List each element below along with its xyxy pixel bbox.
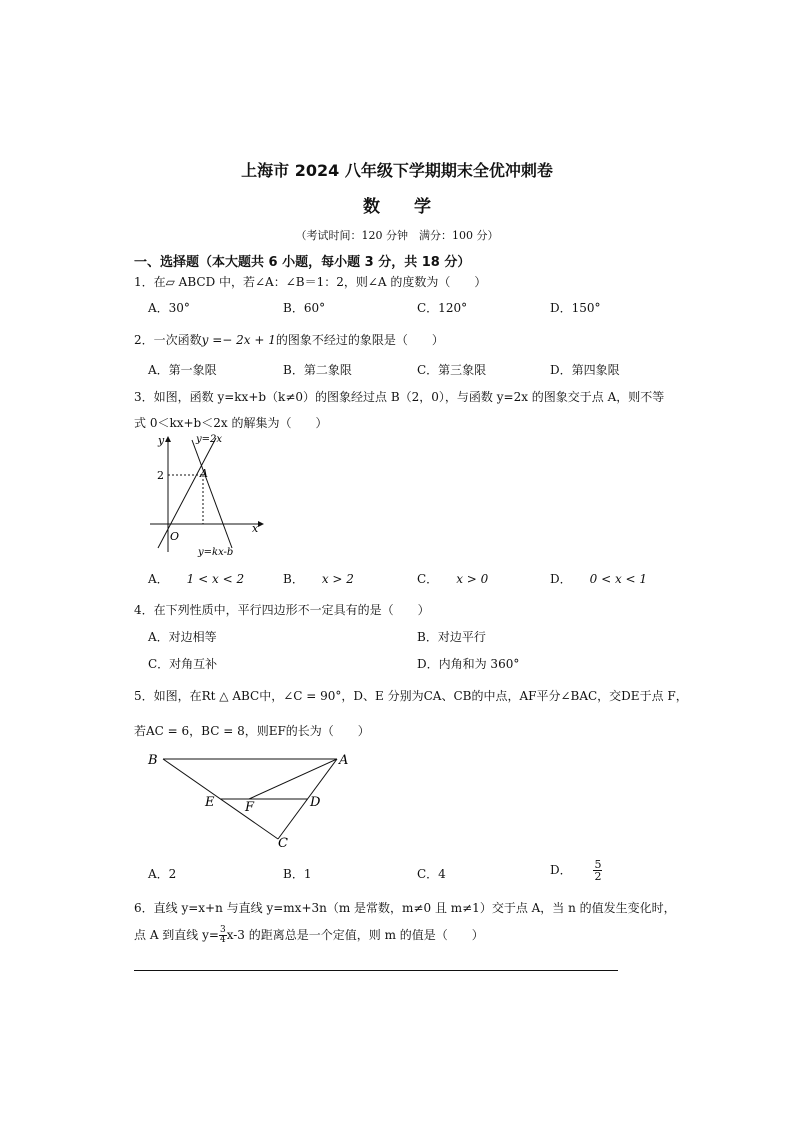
q5-label-d: D <box>310 795 321 810</box>
q3-label-x: x <box>252 522 259 535</box>
section-heading: 一、选择题（本大题共 6 小题，每小题 3 分，共 18 分） <box>134 255 471 270</box>
q1-option-d: D．150° <box>550 301 601 315</box>
q3-option-a <box>148 570 244 587</box>
q3-label-y: y <box>158 434 165 447</box>
q3-option-c-letter: C． <box>417 572 439 586</box>
question-6-line-2 <box>134 926 484 945</box>
q5-option-a: A．2 <box>148 867 177 881</box>
q5-fraction-denominator: 2 <box>594 870 602 883</box>
q3-graph-figure <box>140 428 270 560</box>
q3-option-d <box>550 570 647 587</box>
exam-info: （考试时间：120 分钟 满分：100 分） <box>295 229 499 242</box>
q4-option-c: C．对角互补 <box>148 657 218 671</box>
q5-option-d <box>550 859 602 882</box>
q5-option-b: B．1 <box>283 867 312 881</box>
q3-option-c <box>417 570 488 587</box>
q5-label-f: F <box>245 800 255 815</box>
q3-label-2: 2 <box>157 469 164 482</box>
q3-option-d-math: 0 < x < 1 <box>589 572 648 586</box>
question-4-stem: 4．在下列性质中，平行四边形不一定具有的是（ ） <box>134 603 430 617</box>
q3-option-b-math: x > 2 <box>321 572 354 586</box>
q2-equation: y =− 2x + 1 <box>201 333 276 347</box>
q6-line-2-suffix: x-3 的距离总是一个定值，则 m 的值是（ ） <box>226 928 484 942</box>
q6-fraction-numerator: 3 <box>219 925 226 935</box>
q3-option-b <box>283 570 354 587</box>
question-2-stem <box>134 331 444 348</box>
q6-fraction <box>219 926 227 945</box>
q3-option-c-math: x > 0 <box>456 572 489 586</box>
q3-x-arrow-icon <box>258 521 264 527</box>
q2-option-a: A．第一象限 <box>148 363 217 377</box>
q4-option-a: A．对边相等 <box>148 630 217 644</box>
q6-fraction-denominator: 4 <box>219 935 226 945</box>
q5-segment-af <box>249 759 337 799</box>
q5-option-d-letter: D． <box>550 863 572 877</box>
q5-label-e: E <box>205 795 215 810</box>
q3-option-b-letter: B． <box>283 572 304 586</box>
q4-option-b: B．对边平行 <box>417 630 486 644</box>
q3-y-arrow-icon <box>165 436 171 442</box>
question-1-stem: 1．在▱ ABCD 中，若∠A：∠B＝1：2，则∠A 的度数为（ ） <box>134 275 487 289</box>
question-3-line-2: 式 0＜kx+b＜2x 的解集为（ ） <box>134 416 328 430</box>
q5-option-c: C．4 <box>417 867 446 881</box>
q3-option-d-letter: D． <box>550 572 572 586</box>
q5-triangle-figure <box>145 748 360 850</box>
footer-rule <box>134 970 618 971</box>
q5-label-a: A <box>339 753 349 768</box>
q2-stem-suffix: 的图象不经过的象限是（ ） <box>275 333 444 347</box>
q5-label-b: B <box>148 753 158 768</box>
q3-line-y-2x <box>158 438 216 548</box>
q6-line-2-prefix: 点 A 到直线 y= <box>134 928 219 942</box>
q5-label-c: C <box>278 836 288 850</box>
q1-option-b: B．60° <box>283 301 326 315</box>
q1-option-a: A．30° <box>148 301 190 315</box>
q2-option-b: B．第二象限 <box>283 363 352 377</box>
q3-option-a-letter: A． <box>148 572 169 586</box>
q3-option-a-math: 1 < x < 2 <box>186 572 245 586</box>
q2-stem-prefix: 2．一次函数 <box>134 333 202 347</box>
q2-option-d: D．第四象限 <box>550 363 620 377</box>
page-title: 上海市 2024 八年级下学期期末全优冲刺卷 <box>241 161 553 180</box>
question-6-line-1: 6．直线 y=x+n 与直线 y=mx+3n（m 是常数，m≠0 且 m≠1）交于点 A，当 n 的值发生变化时， <box>134 901 676 915</box>
q1-option-c: C．120° <box>417 301 468 315</box>
q3-line-y-kxb <box>192 440 232 548</box>
subject-title: 数 学 <box>363 197 445 217</box>
q4-option-d: D．内角和为 360° <box>417 657 520 671</box>
q3-label-a: A <box>200 467 208 480</box>
q3-label-line-2x: y=2x <box>196 434 223 445</box>
q2-option-c: C．第三象限 <box>417 363 487 377</box>
question-3-line-1: 3．如图，函数 y=kx+b（k≠0）的图象经过点 B（2，0），与函数 y=2x 的图象交于点 A，则不等 <box>134 390 665 404</box>
q3-label-line-kxb: y=kx-b <box>198 547 234 558</box>
q5-option-d-fraction <box>593 859 602 882</box>
question-5-line-2: 若AC = 6，BC = 8，则EF的长为（ ） <box>134 724 370 738</box>
q3-label-origin: O <box>170 530 180 543</box>
q5-fraction-numerator: 5 <box>594 858 602 871</box>
question-5-line-1: 5．如图，在Rt △ ABC中，∠C = 90°，D、E 分别为CA、CB的中点，AF平分∠BAC，交DE于点 F， <box>134 689 688 703</box>
